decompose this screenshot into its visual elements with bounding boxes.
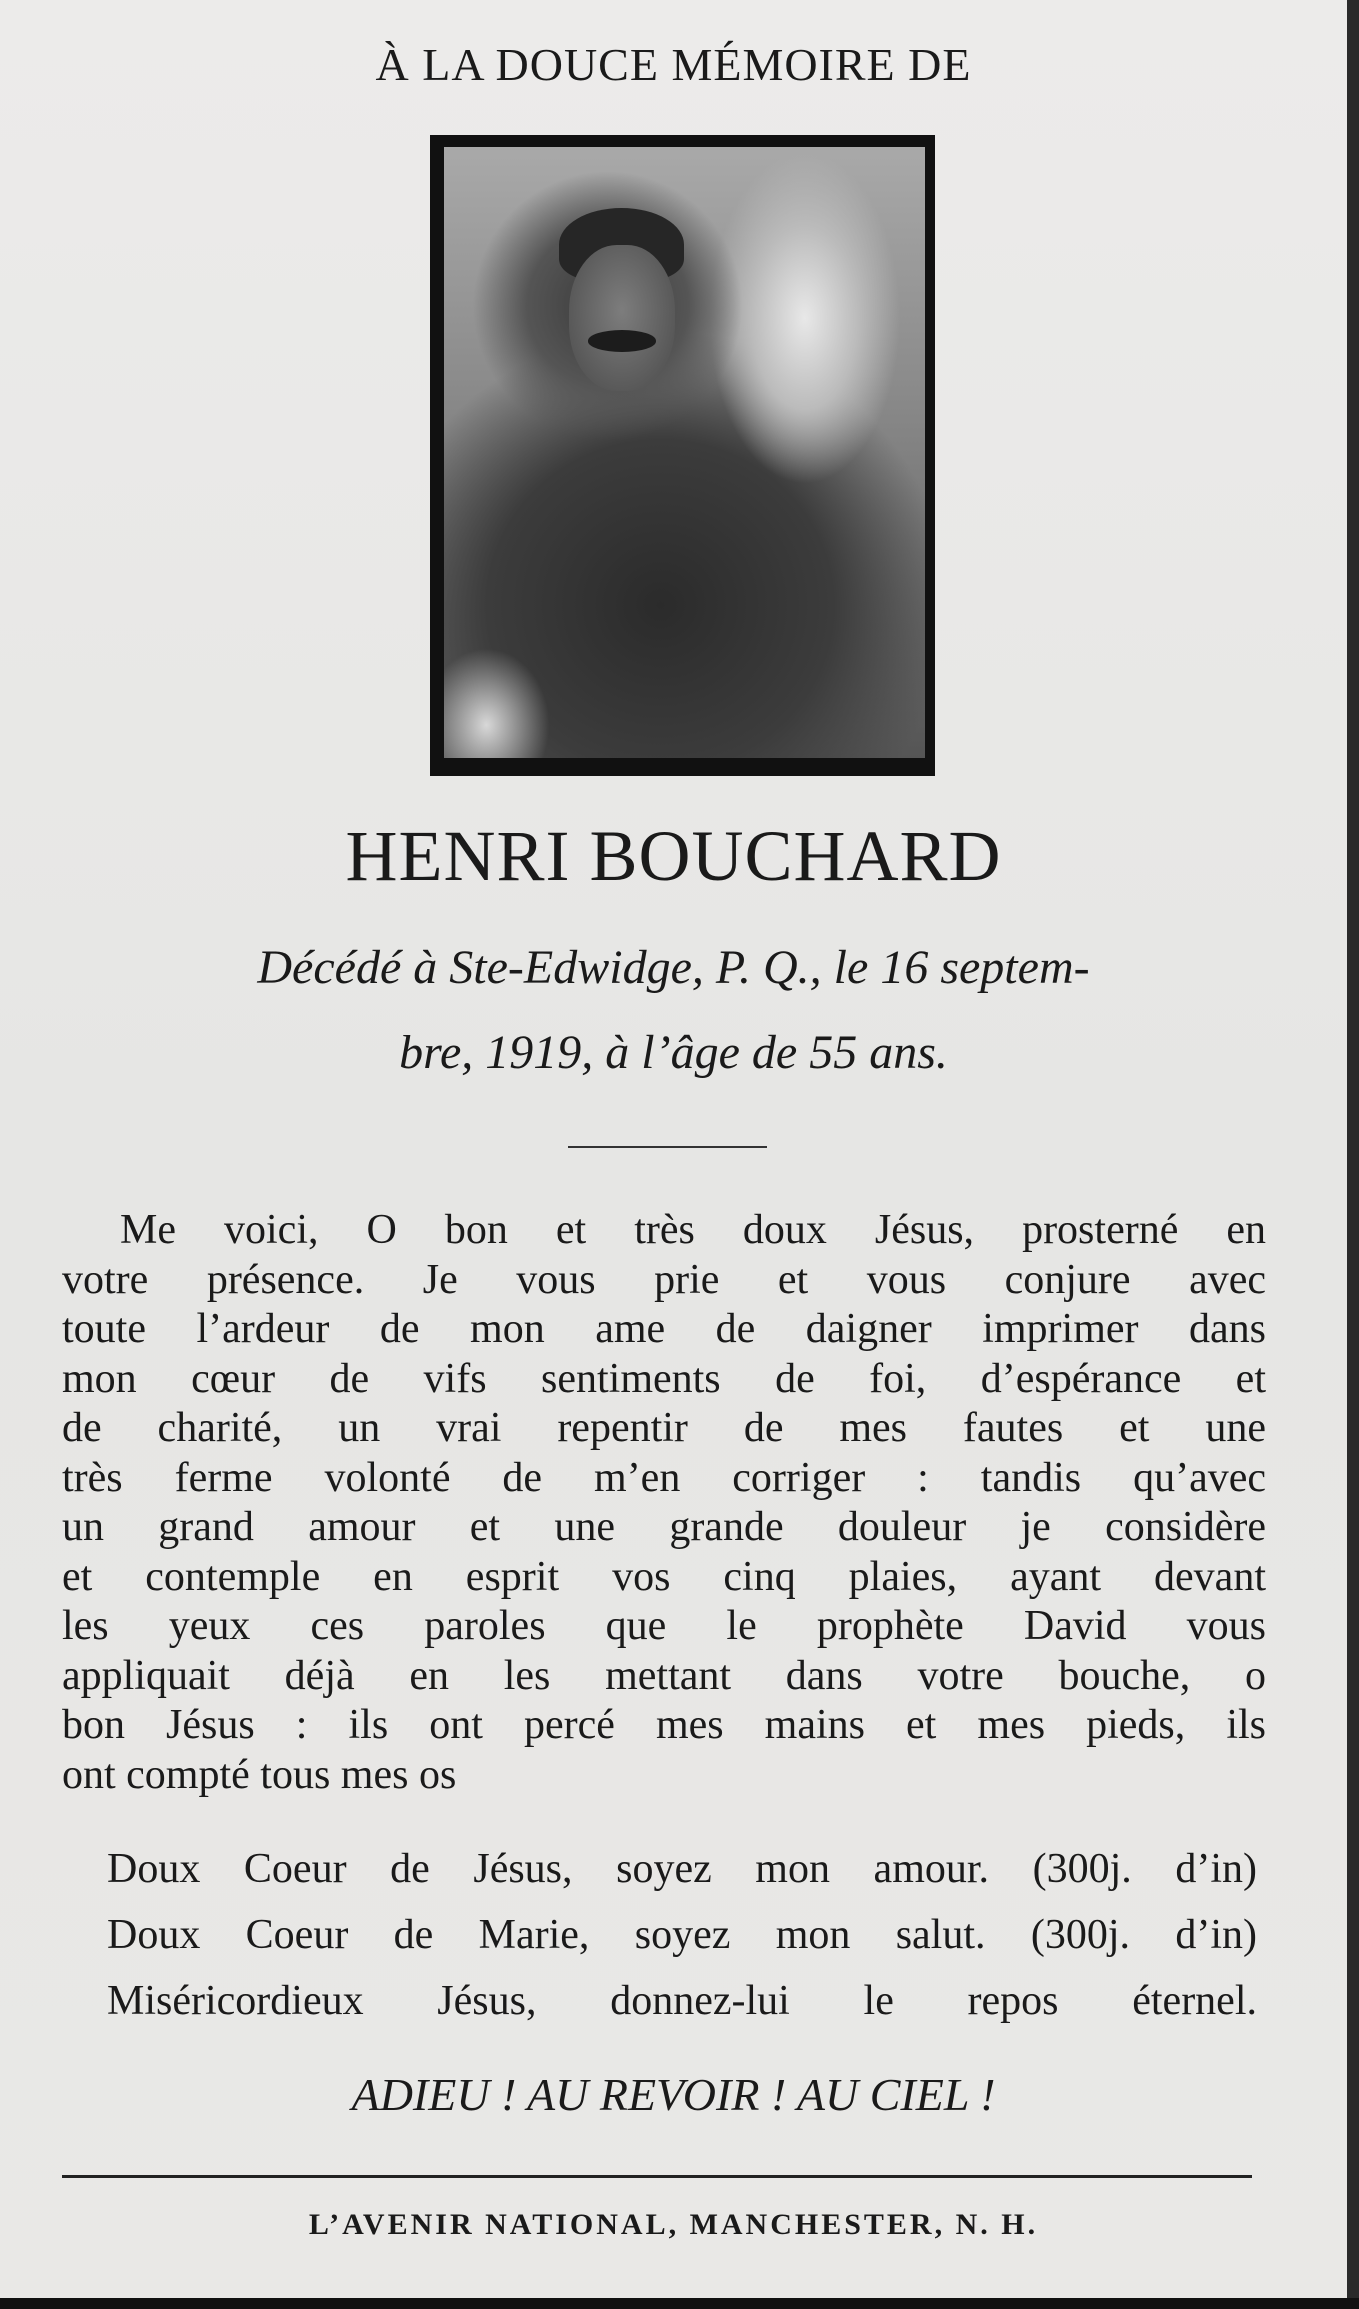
card-edge-right bbox=[1347, 0, 1359, 2309]
prayer-line: un grand amour et une grande douleur je considère bbox=[62, 1504, 1266, 1550]
divider-long bbox=[62, 2175, 1252, 2178]
portrait-moustache bbox=[588, 330, 655, 351]
prayer-line: Me voici, O bon et très doux Jésus, prosterné en bbox=[120, 1207, 1266, 1253]
prayer-line: très ferme volonté de m’en corriger : tandis qu’avec bbox=[62, 1454, 1266, 1501]
divider-short bbox=[568, 1146, 767, 1148]
portrait-face bbox=[569, 245, 675, 392]
invocation-marie: Doux Coeur de Marie, soyez mon salut. (300j. d’in) bbox=[107, 1912, 1257, 1958]
prayer-line: mon cœur de vifs sentiments de foi, d’espérance et bbox=[62, 1355, 1266, 1402]
deceased-name: HENRI BOUCHARD bbox=[345, 816, 1002, 896]
prayer-line: de charité, un vrai repentir de mes fautes et une bbox=[62, 1405, 1266, 1451]
prayer-line: ont compté tous mes os bbox=[62, 1751, 457, 1798]
printer-credit: L’AVENIR NATIONAL, MANCHESTER, N. H. bbox=[308, 2208, 1039, 2241]
prayer-line: toute l’ardeur de mon ame de daigner imprimer dans bbox=[62, 1306, 1266, 1352]
photo-damage bbox=[444, 648, 550, 758]
prayer-line: bon Jésus : ils ont percé mes mains et mes pieds, ils bbox=[62, 1702, 1266, 1748]
card-heading: À LA DOUCE MÉMOIRE DE bbox=[375, 39, 972, 90]
invocation-jesus: Doux Coeur de Jésus, soyez mon amour. (300j. d’in) bbox=[107, 1846, 1257, 1892]
portrait-image bbox=[444, 147, 925, 758]
portrait-photo bbox=[430, 135, 935, 776]
invocation-repos: Miséricordieux Jésus, donnez-lui le repos éternel. bbox=[107, 1978, 1257, 2024]
death-line-2: bre, 1919, à l’âge de 55 ans. bbox=[399, 1026, 948, 1079]
prayer-text bbox=[62, 1206, 1266, 1800]
prayer-line: appliquait déjà en les mettant dans votre bouche, o bbox=[62, 1652, 1266, 1699]
prayer-line: votre présence. Je vous prie et vous conjure avec bbox=[62, 1256, 1266, 1303]
card-edge-bottom bbox=[0, 2298, 1359, 2309]
farewell-text: ADIEU ! AU REVOIR ! AU CIEL ! bbox=[351, 2069, 996, 2120]
prayer-line: et contemple en esprit vos cinq plaies, ayant devant bbox=[62, 1553, 1266, 1600]
prayer-line: les yeux ces paroles que le prophète David vous bbox=[62, 1603, 1266, 1649]
death-line-1: Décédé à Ste-Edwidge, P. Q., le 16 septem- bbox=[257, 941, 1090, 994]
